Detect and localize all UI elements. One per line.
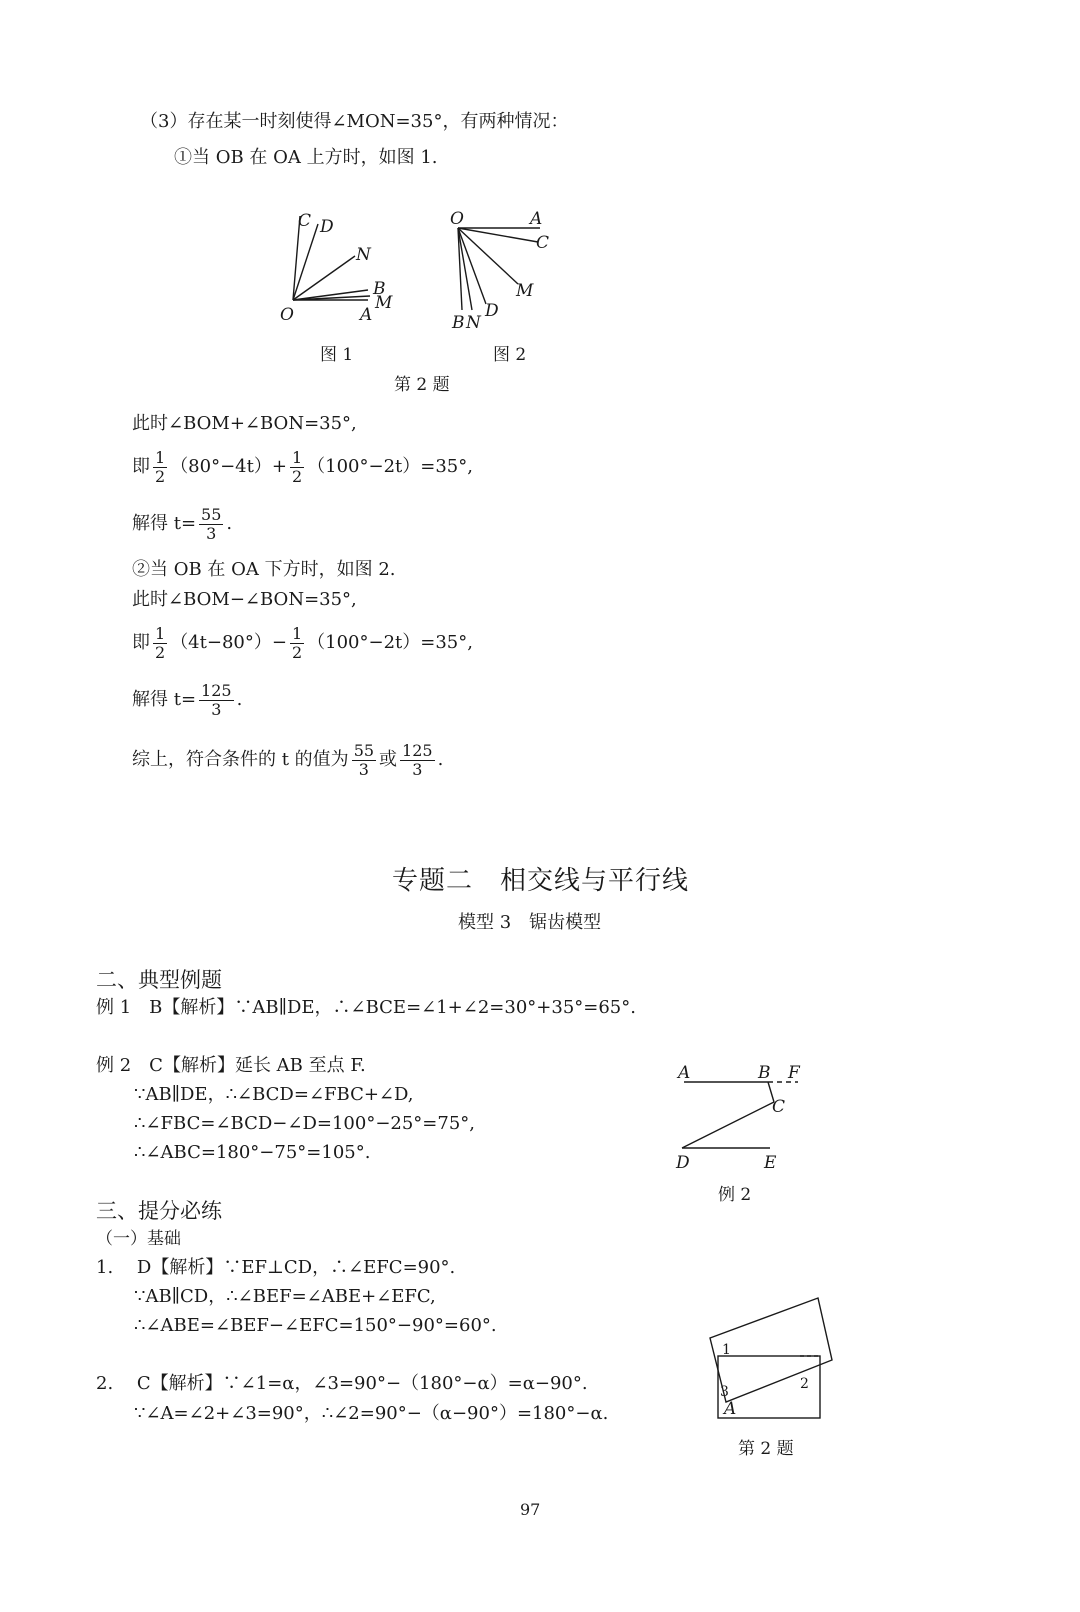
angle-1-label: 1 (722, 1342, 731, 1358)
fraction-125-3: $\frac{125}{3}$ (402, 740, 433, 779)
ex2-label-F: F (788, 1063, 800, 1083)
case2-heading: ②当 OB 在 OA 下方时，如图 2. (132, 559, 396, 580)
fig2-label-N: N (466, 313, 481, 333)
fig2-label-O: O (450, 209, 464, 229)
fraction-half: $\frac{1}{2}$ (291, 623, 303, 662)
segment-CD (682, 1102, 774, 1148)
fig2-label-A: A (530, 209, 543, 229)
fig1-label-M: M (375, 293, 393, 313)
ex2-label-C: C (772, 1097, 786, 1117)
fraction-55-3: $\frac{55}{3}$ (201, 504, 222, 543)
question2-line2: ∵∠A=∠2+∠3=90°，∴∠2=90°−（α−90°）=180°−α. (134, 1403, 609, 1424)
fig2-caption: 图 2 (493, 345, 527, 365)
case1-heading: ①当 OB 在 OA 上方时，如图 1. (174, 147, 438, 168)
fig2-label-D: D (485, 301, 499, 321)
question1-line1: 1. D【解析】∵EF⊥CD，∴∠EFC=90°. (96, 1257, 456, 1278)
fraction-55-3: $\frac{55}{3}$ (353, 740, 375, 779)
fig2-label-C: C (536, 233, 550, 253)
angle-2-label: 2 (800, 1376, 809, 1392)
example2-line1: 例 2 C【解析】延长 AB 至点 F. (96, 1055, 366, 1076)
topic-title: 专题二 相交线与平行线 (392, 866, 690, 896)
example2-line2: ∵AB∥DE，∴∠BCD=∠FBC+∠D, (134, 1084, 414, 1105)
ex2-label-B: B (758, 1063, 771, 1083)
question1-line3: ∴∠ABE=∠BEF−∠EFC=150°−90°=60°. (134, 1315, 497, 1336)
section3-subheading: （一）基础 (96, 1229, 181, 1249)
q2-label-A: A (724, 1399, 737, 1419)
part3-intro: （3）存在某一时刻使得∠MON=35°，有两种情况： (140, 111, 569, 132)
case1-line1: 此时∠BOM+∠BON=35°, (132, 413, 357, 434)
question2-figure (700, 1290, 850, 1430)
section2-heading: 二、典型例题 (96, 968, 222, 992)
fraction-half: $\frac{1}{2}$ (155, 623, 166, 662)
fig1-caption: 图 1 (320, 345, 354, 365)
fig2-label-M: M (516, 281, 534, 301)
fig1-label-O: O (280, 305, 294, 325)
fig1-label-B: B (373, 279, 386, 299)
case2-line1: 此时∠BOM−∠BON=35°, (132, 589, 357, 610)
fraction-half: $\frac{1}{2}$ (155, 447, 166, 486)
case2-answer: 解得 t= $\frac{125}{3}$ . (132, 680, 243, 719)
ray-OD2 (458, 228, 486, 304)
ex2-label-E: E (764, 1153, 777, 1173)
fig1-label-A: A (360, 305, 373, 325)
conclusion: 综上，符合条件的 t 的值为 $\frac{55}{3}$ 或 $\frac{125}{3}$ . (132, 740, 444, 779)
fraction-half: $\frac{1}{2}$ (291, 447, 303, 486)
question2-line1: 2. C【解析】∵∠1=α，∠3=90°−（180°−α）=α−90°. (96, 1373, 588, 1394)
fig2-label-B: B (452, 313, 465, 333)
fig1-label-C: C (298, 211, 312, 231)
fig1-label-N: N (356, 245, 371, 265)
section3-heading: 三、提分必练 (96, 1199, 222, 1223)
case1-line2: 即 $\frac{1}{2}$ （80°−4t）+ $\frac{1}{2}$ （100°−2t）=35°, (132, 447, 473, 486)
case1-answer: 解得 t= $\frac{55}{3}$ . (132, 504, 233, 543)
example2-figure (670, 1058, 820, 1178)
figure-1 (270, 200, 410, 330)
figure-group-caption: 第 2 题 (394, 375, 450, 395)
fig1-label-D: D (320, 217, 334, 237)
example1: 例 1 B【解析】∵AB∥DE，∴∠BCE=∠1+∠2=30°+35°=65°. (96, 997, 636, 1018)
question2-caption: 第 2 题 (738, 1439, 794, 1459)
ex2-label-D: D (676, 1153, 690, 1173)
case2-line2: 即 $\frac{1}{2}$ （4t−80°）− $\frac{1}{2}$ （100°−2t）=35°, (132, 623, 473, 662)
question1-line2: ∵AB∥CD，∴∠BEF=∠ABE+∠EFC, (134, 1286, 436, 1307)
example2-caption: 例 2 (718, 1185, 752, 1205)
ex2-label-A: A (678, 1063, 691, 1083)
figure-2 (440, 200, 580, 340)
angle-3-label: 3 (720, 1384, 729, 1400)
example2-line4: ∴∠ABC=180°−75°=105°. (134, 1142, 371, 1163)
example2-line3: ∴∠FBC=∠BCD−∠D=100°−25°=75°, (134, 1113, 476, 1134)
fraction-125-3: $\frac{125}{3}$ (201, 680, 232, 719)
page-number: 97 (520, 1500, 541, 1519)
topic-subtitle: 模型 3 锯齿模型 (458, 912, 602, 933)
